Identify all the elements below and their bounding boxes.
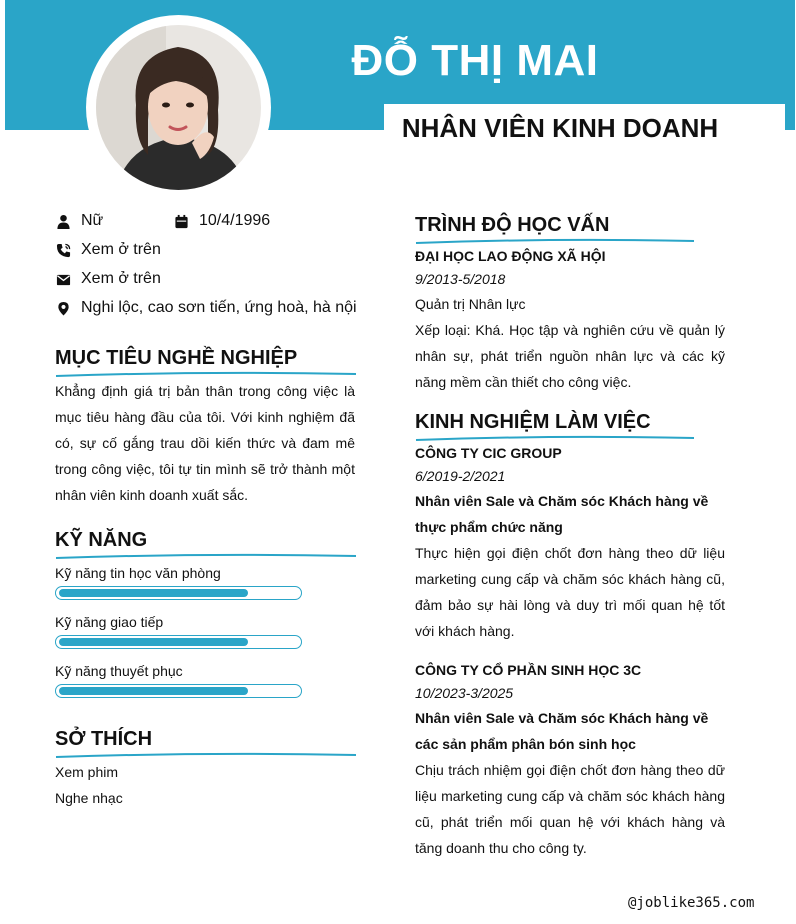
skill-label: Kỹ năng tin học văn phòng bbox=[55, 565, 221, 581]
person-icon bbox=[55, 213, 71, 229]
avatar-photo bbox=[96, 25, 261, 190]
phone-icon bbox=[55, 242, 71, 258]
job-description: Thực hiện gọi điện chốt đơn hàng theo dữ liệu marketing cung cấp và chăm sóc khách hàng cũ, đảm bảo sự hài lòng và duy trì mối quan hệ tốt với khách hàng. bbox=[415, 545, 725, 639]
avatar bbox=[96, 25, 261, 190]
job-role: Nhân viên Sale và Chăm sóc Khách hàng về thực phẩm chức năng bbox=[415, 493, 709, 535]
skill-bar bbox=[55, 635, 302, 649]
school-major: Quản trị Nhân lực bbox=[415, 296, 526, 312]
skill-label: Kỹ năng thuyết phục bbox=[55, 663, 183, 679]
avatar-frame bbox=[86, 15, 271, 200]
phone-value: Xem ở trên bbox=[81, 241, 161, 258]
address-value: Nghi lộc, cao sơn tiến, ứng hoà, hà nội bbox=[81, 299, 357, 316]
school-period: 9/2013-5/2018 bbox=[415, 271, 506, 287]
gender-row bbox=[55, 211, 103, 231]
school-description: Xếp loại: Khá. Học tập và nghiên cứu về quản lý nhân sự, phát triển nguồn nhân lực và các kỹ năng mềm cần thiết cho công việc. bbox=[415, 322, 725, 390]
birthday-row bbox=[173, 211, 270, 231]
gender-value: Nữ bbox=[81, 212, 104, 229]
skill-bar-fill bbox=[59, 638, 248, 646]
objective-heading: MỤC TIÊU NGHỀ NGHIỆP bbox=[55, 347, 298, 369]
skill-bar bbox=[55, 586, 302, 600]
school-name: ĐẠI HỌC LAO ĐỘNG XÃ HỘI bbox=[415, 248, 606, 264]
calendar-icon bbox=[173, 213, 189, 229]
email-value: Xem ở trên bbox=[81, 270, 161, 287]
footer-watermark: @joblike365.com bbox=[628, 895, 755, 911]
education-underline bbox=[415, 237, 695, 245]
objective-underline bbox=[55, 370, 357, 378]
envelope-icon bbox=[55, 271, 71, 287]
birthday-value: 10/4/1996 bbox=[199, 212, 271, 229]
skill-bar-fill bbox=[59, 589, 248, 597]
skill-bar-fill bbox=[59, 687, 248, 695]
skill-label: Kỹ năng giao tiếp bbox=[55, 614, 164, 630]
skills-underline bbox=[55, 552, 357, 560]
job-role: Nhân viên Sale và Chăm sóc Khách hàng về các sản phẩm phân bón sinh học bbox=[415, 710, 709, 752]
objective-text: Khẳng định giá trị bản thân trong công việc là mục tiêu hàng đầu của tôi. Với kinh nghiệm đã có, sự cố gắng trau dồi kiến thức và đam mê trong công việc, tôi tự tin mình sẽ trở thành một nhân viên kinh doanh xuất sắc. bbox=[55, 383, 355, 503]
location-pin-icon bbox=[55, 300, 71, 316]
hobbies-heading: SỞ THÍCH bbox=[55, 728, 153, 750]
job-period: 10/2023-3/2025 bbox=[415, 685, 514, 701]
company-name: CÔNG TY CIC GROUP bbox=[415, 445, 562, 461]
experience-heading: KINH NGHIỆM LÀM VIỆC bbox=[415, 411, 651, 433]
candidate-name: ĐỖ THỊ MAI bbox=[351, 36, 599, 85]
phone-row bbox=[55, 240, 161, 260]
experience-underline bbox=[415, 434, 695, 442]
job-period: 6/2019-2/2021 bbox=[415, 468, 506, 484]
education-heading: TRÌNH ĐỘ HỌC VẤN bbox=[415, 214, 610, 236]
job-title-box bbox=[384, 104, 785, 154]
email-row bbox=[55, 269, 161, 289]
hobby-item: Xem phim bbox=[55, 764, 119, 780]
company-name: CÔNG TY CỔ PHẦN SINH HỌC 3C bbox=[415, 662, 642, 678]
hobbies-underline bbox=[55, 751, 357, 759]
hobby-item: Nghe nhạc bbox=[55, 790, 123, 806]
job-title: NHÂN VIÊN KINH DOANH bbox=[401, 113, 719, 143]
address-row bbox=[55, 298, 357, 318]
skills-heading: KỸ NĂNG bbox=[55, 529, 148, 551]
skill-bar bbox=[55, 684, 302, 698]
job-description: Chịu trách nhiệm gọi điện chốt đơn hàng theo dữ liệu marketing cung cấp và chăm sóc khách hàng cũ, phát triển mối quan hệ với khách hàng và tăng doanh thu cho công ty. bbox=[415, 762, 725, 856]
